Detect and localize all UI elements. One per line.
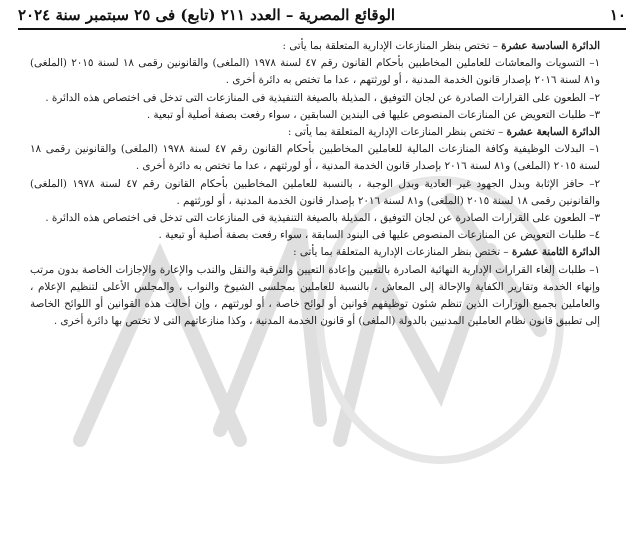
- section-16-item-1: ١– التسويات والمعاشات للعاملين المخاطبين بأحكام القانون رقم ٤٧ لسنة ١٩٧٨ (الملغى) والقانونين رقمى ١٨ لسنة ٢٠١٥ (الملغى) و٨١ لسنة ٢٠١٦ بإصدار قانون الخدمة المدنية ، أو لورثتهم ، عدا ما تختص به دائرة أخرى .: [30, 57, 601, 87]
- section-17-item-2: ٢– حافز الإثابة وبدل الجهود غير العادية وبدل الوجبة ، بالنسبة للعاملين المخاطبين بأحكام القانون رقم ٤٧ لسنة ١٩٧٨ (الملغى) والقانونين رقمى ١٨ لسنة ٢٠١٥ (الملغى) و٨١ لسنة ٢٠١٦ بإصدار قانون الخدمة المدنية ، أو لورثتهم .: [30, 177, 601, 207]
- gazette-title: الوقائع المصرية – العدد ٢١١ (تابع) فى ٢٥ سبتمبر سنة ٢٠٢٤: [18, 6, 396, 24]
- section-intro-16: – تختص بنظر المنازعات الإدارية المتعلقة بما يأتى :: [282, 40, 502, 52]
- section-18-item-1: ١– طلبات إلغاء القرارات الإدارية النهائية الصادرة بالتعيين وإعادة التعيين والترقية والنقل والندب والإعارة والإجازات الخاصة بدون مرتب وإنهاء الخدمة وتقارير الكفاية والإحالة إلى المعاش ، بالنسبة للعاملين بمجلسى الشيوخ والنواب ، والمجلس الأعلى لتنظيم الإعلام ، والعاملين بجميع الوزارات الذين تنظم شئون توظيفهم قوانين أو لوائح خاصة ، أو لورثتهم ، وإن أحالت هذه القوانين أو اللوائح الخاصة إلى تطبيق قانون نظام العاملين المدنيين بالدولة (الملغى) أو قانون الخدمة المدنية ، وكذا منازعاتهم التى لا تختص بها دائرة أخرى .: [30, 263, 600, 328]
- section-17-item-4: ٤– طلبات التعويض عن المنازعات المنصوص عليها فى البنود السابقة ، سواء رفعت بصفة أصلية أو تبعية .: [158, 229, 600, 242]
- section-intro-18: – تختص بنظر المنازعات الإدارية المتعلقة بما يأتى :: [293, 246, 512, 259]
- page-number: ١٠: [609, 6, 626, 24]
- section-heading-17: [30, 124, 600, 141]
- section-17-item-3: ٣– الطعون على القرارات الصادرة عن لجان التوفيق ، المذيلة بالصيغة التنفيذية فى المنازعات التى تدخل فى اختصاص هذه الدائرة .: [45, 212, 600, 225]
- document-body: [30, 38, 600, 542]
- section-name-18: الدائرة الثامنة عشرة: [511, 246, 600, 259]
- section-17-item-1: ١– البدلات الوظيفية وكافة المنازعات المالية للعاملين المخاطبين بأحكام القانون رقم ٤٧ لسنة ١٩٧٨ (الملغى) والقانونين رقمى ١٨ لسنة ٢٠١٥ (الملغى) و٨١ لسنة ٢٠١٦ بإصدار قانون الخدمة المدنية ، أو لورثتهم ، عدا ما تختص به دائرة أخرى .: [30, 143, 601, 173]
- section-name-17: الدائرة السابعة عشرة: [506, 126, 600, 139]
- page-header: [18, 2, 626, 30]
- section-16-item-3: ٣– طلبات التعويض عن المنازعات المنصوص عليها فى البندين السابقين ، سواء رفعت بصفة أصلية أو تبعية .: [146, 108, 600, 121]
- section-name-16: الدائرة السادسة عشرة: [501, 40, 600, 52]
- section-intro-17: – تختص بنظر المنازعات الإدارية المتعلقة بما يأتى :: [287, 126, 507, 139]
- section-heading-18: [30, 244, 600, 261]
- section-16-item-2: ٢– الطعون على القرارات الصادرة عن لجان التوفيق ، المذيلة بالصيغة التنفيذية فى المنازعات التى تدخل فى اختصاص هذه الدائرة .: [45, 91, 600, 104]
- section-heading-16: [30, 38, 600, 55]
